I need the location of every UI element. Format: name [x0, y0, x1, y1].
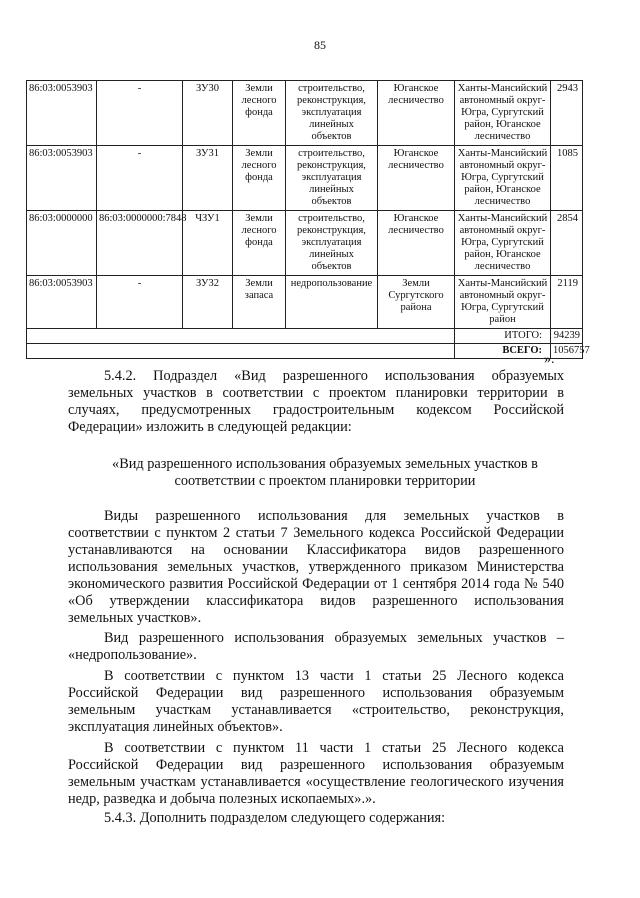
- plot-code-cell: ЗУ31: [183, 146, 233, 211]
- land-category-cell: Земли запаса: [233, 276, 286, 329]
- paragraph-forest-code-11: В соответствии с пунктом 11 части 1 статьи 25 Лесного кодекса Российской Федерации вид разрешенного использования образуемым земельным участкам устанавливается «осуществление геологического изучения недр, разведка и добыча полезных ископаемых».».: [68, 740, 564, 807]
- table-row: [27, 211, 583, 276]
- land-plots-table: [26, 80, 590, 359]
- subtotal-value: 94239: [551, 329, 583, 344]
- page-number: 85: [314, 38, 326, 52]
- permitted-use-cell: строительство, реконструкция, эксплуатация линейных объектов: [286, 146, 378, 211]
- parcel-number-cell: -: [97, 81, 183, 146]
- cadastral-quarter-cell: 86:03:0000000: [27, 211, 97, 276]
- permitted-use-cell: строительство, реконструкция, эксплуатация линейных объектов: [286, 81, 378, 146]
- total-row: [27, 344, 583, 359]
- forestry-cell: Земли Сургутского района: [378, 276, 455, 329]
- forestry-cell: Юганское лесничество: [378, 211, 455, 276]
- area-cell: 1085: [551, 146, 583, 211]
- subtotal-empty-cell: [27, 329, 455, 344]
- land-category-cell: Земли лесного фонда: [233, 146, 286, 211]
- subtotal-label: ИТОГО:: [455, 329, 551, 344]
- paragraph-5-4-2: 5.4.2. Подраздел «Вид разрешенного использования образуемых земельных участков в соответствии с проектом планировки территории в случаях, предусмотренных градостроительным кодексом Российской Федерации» изложить в следующей редакции:: [68, 368, 564, 435]
- permitted-use-cell: недропользование: [286, 276, 378, 329]
- forestry-cell: Юганское лесничество: [378, 81, 455, 146]
- location-cell: Ханты-Мансийский автономный округ-Югра, Сургутский район, Юганское лесничество: [455, 211, 551, 276]
- area-cell: 2854: [551, 211, 583, 276]
- table-row: [27, 276, 583, 329]
- section-heading: «Вид разрешенного использования образуемых земельных участков в соответствии с проектом планировки территории: [112, 456, 538, 489]
- plot-code-cell: ЧЗУ1: [183, 211, 233, 276]
- forestry-cell: Юганское лесничество: [378, 146, 455, 211]
- cadastral-quarter-cell: 86:03:0053903: [27, 146, 97, 211]
- parcel-number-cell: 86:03:0000000:7848: [97, 211, 183, 276]
- parcel-number-cell: -: [97, 146, 183, 211]
- paragraph-5-4-3: 5.4.3. Дополнить подразделом следующего содержания:: [104, 810, 446, 826]
- total-empty-cell: [27, 344, 455, 359]
- paragraph-classifier: Виды разрешенного использования для земельных участков в соответствии с пунктом 2 статьи 7 Земельного кодекса Российской Федерации устанавливаются на основании Классификатора видов разрешенного использования земельных участков, утвержденного приказом Министерства экономического развития Российской Федерации от 1 сентября 2014 года № 540 «Об утверждении классификатора видов разрешенного использования земельных участков».: [68, 508, 564, 626]
- land-category-cell: Земли лесного фонда: [233, 211, 286, 276]
- location-cell: Ханты-Мансийский автономный округ-Югра, Сургутский район, Юганское лесничество: [455, 146, 551, 211]
- parcel-number-cell: -: [97, 276, 183, 329]
- location-cell: Ханты-Мансийский автономный округ-Югра, Сургутский район: [455, 276, 551, 329]
- paragraph-use-type: Вид разрешенного использования образуемых земельных участков – «недропользование».: [68, 630, 564, 663]
- plot-code-cell: ЗУ32: [183, 276, 233, 329]
- subtotal-row: [27, 329, 583, 344]
- plot-code-cell: ЗУ30: [183, 81, 233, 146]
- permitted-use-cell: строительство, реконструкция, эксплуатация линейных объектов: [286, 211, 378, 276]
- land-category-cell: Земли лесного фонда: [233, 81, 286, 146]
- table-row: [27, 81, 583, 146]
- table-row: [27, 146, 583, 211]
- closing-quote: ».: [544, 352, 555, 367]
- paragraph-forest-code-13: В соответствии с пунктом 13 части 1 статьи 25 Лесного кодекса Российской Федерации вид разрешенного использования образуемым земельным участкам устанавливается «строительство, реконструкция, эксплуатация линейных объектов».: [68, 668, 564, 735]
- total-label: ВСЕГО:: [455, 344, 551, 359]
- area-cell: 2119: [551, 276, 583, 329]
- cadastral-quarter-cell: 86:03:0053903: [27, 81, 97, 146]
- cadastral-quarter-cell: 86:03:0053903: [27, 276, 97, 329]
- location-cell: Ханты-Мансийский автономный округ-Югра, Сургутский район, Юганское лесничество: [455, 81, 551, 146]
- area-cell: 2943: [551, 81, 583, 146]
- total-value: 1056757: [551, 344, 583, 359]
